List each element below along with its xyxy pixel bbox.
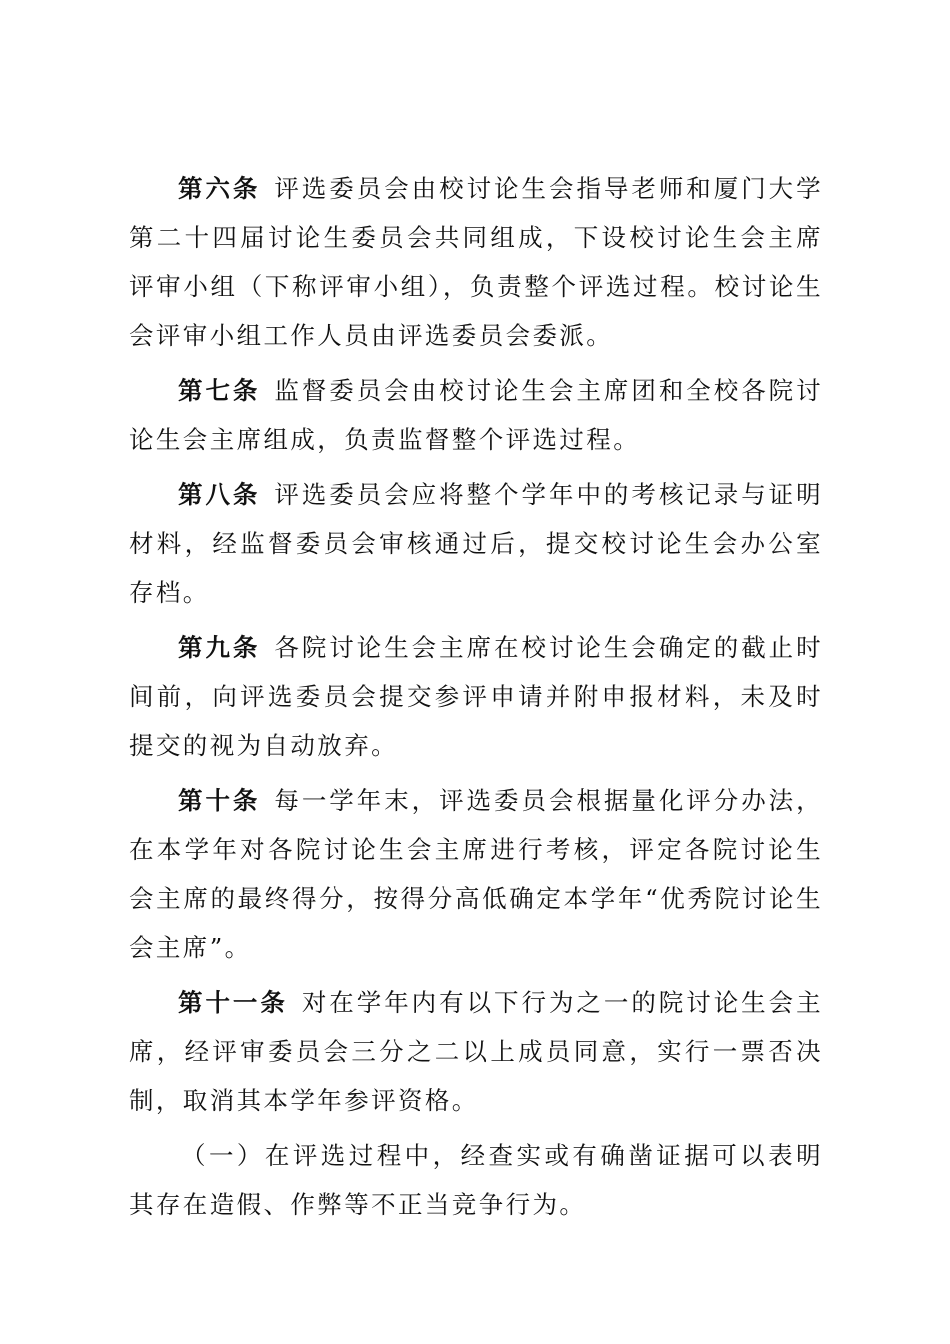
article-title: 第八条 xyxy=(178,480,261,509)
article-title: 第六条 xyxy=(178,174,261,203)
article-title: 第十条 xyxy=(178,786,261,815)
article-10 xyxy=(129,776,823,972)
article-7 xyxy=(129,366,823,464)
article-text: 监督委员会由校讨论生会主席团和全校各院讨论生会主席组成，负责监督整个评选过程。 xyxy=(129,376,824,454)
article-6 xyxy=(129,164,823,360)
article-text: 评选委员会由校讨论生会指导老师和厦门大学第二十四届讨论生委员会共同组成，下设校讨论生会主席评审小组（下称评审小组），负责整个评选过程。校讨论生会评审小组工作人员由评选委员会委派。 xyxy=(129,174,824,350)
article-title: 第七条 xyxy=(178,376,261,405)
article-text: 各院讨论生会主席在校讨论生会确定的截止时间前，向评选委员会提交参评申请并附申报材料，未及时提交的视为自动放弃。 xyxy=(129,633,824,760)
article-9 xyxy=(129,623,823,770)
list-item-text: （一）在评选过程中，经查实或有确凿证据可以表明其存在造假、作弊等不正当竞争行为。 xyxy=(129,1141,823,1219)
article-text: 评选委员会应将整个学年中的考核记录与证明材料，经监督委员会审核通过后，提交校讨论生会办公室存档。 xyxy=(129,480,824,607)
article-text: 对在学年内有以下行为之一的院讨论生会主席，经评审委员会三分之二以上成员同意，实行一票否决制，取消其本学年参评资格。 xyxy=(129,988,823,1115)
article-title: 第九条 xyxy=(178,633,261,662)
article-text: 每一学年末，评选委员会根据量化评分办法，在本学年对各院讨论生会主席进行考核，评定各院讨论生会主席的最终得分，按得分高低确定本学年“优秀院讨论生会主席”。 xyxy=(129,786,824,962)
document-body xyxy=(129,164,823,1235)
article-8 xyxy=(129,470,823,617)
article-title: 第十一条 xyxy=(178,988,288,1017)
article-11 xyxy=(129,978,823,1125)
list-item xyxy=(129,1131,823,1229)
